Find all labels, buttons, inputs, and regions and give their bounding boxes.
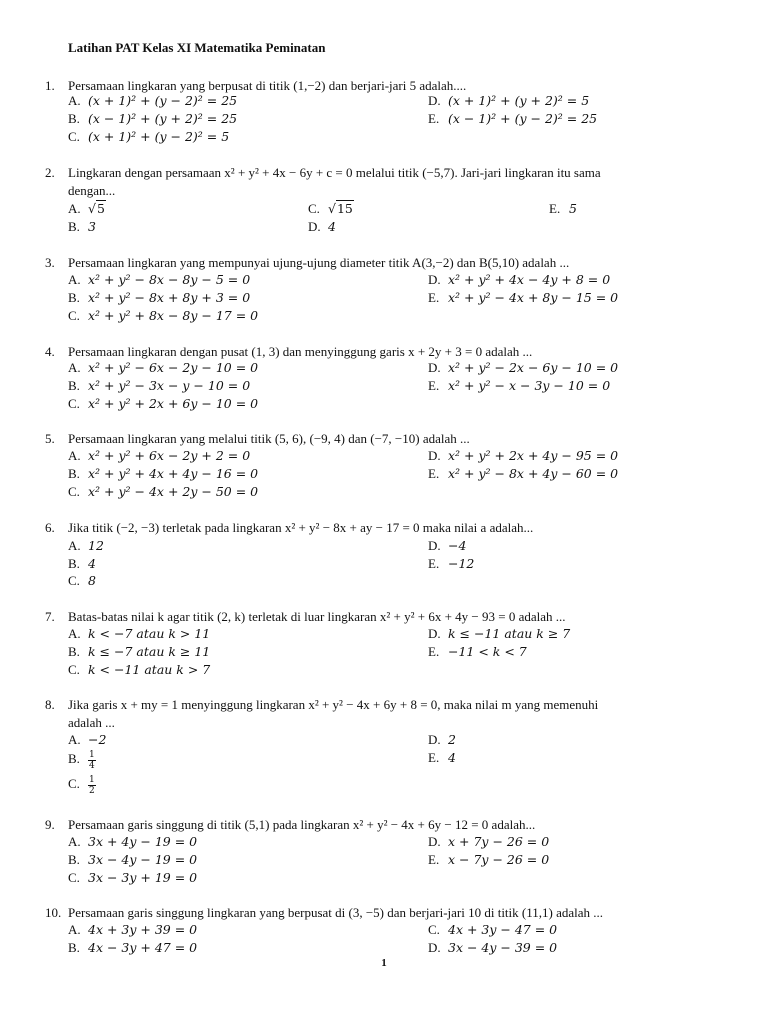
question-text: Persamaan lingkaran yang melalui titik (5, 6), (−9, 4) dan (−7, −10) adalah ... — [68, 431, 470, 446]
option-a[interactable]: A. √5 — [68, 201, 105, 216]
option-b[interactable]: B. (x − 1)² + (y + 2)² = 25 — [68, 111, 238, 126]
question-number: 5. — [45, 431, 55, 446]
question-text: Persamaan lingkaran yang berpusat di titik (1,−2) dan berjari-jari 5 adalah.... — [68, 78, 467, 93]
option-d[interactable]: D. k ≤ −11 atau k ≥ 7 — [428, 626, 571, 641]
question-text: Persamaan lingkaran dengan pusat (1, 3) dan menyinggung garis x + 2y + 3 = 0 adalah ... — [68, 344, 533, 359]
option-b[interactable]: B. x² + y² + 4x + 4y − 16 = 0 — [68, 466, 259, 481]
question-text: Batas-batas nilai k agar titik (2, k) terletak di luar lingkaran x² + y² + 6x + 4y − 93 = 0 adalah ... — [68, 609, 566, 624]
option-c[interactable]: C. $\frac{1}{2}$ — [68, 775, 95, 796]
fraction: $\frac{1}{2}$ — [89, 775, 95, 796]
option-b[interactable]: B. 3 — [68, 219, 96, 234]
option-d[interactable]: D. x + 7y − 26 = 0 — [428, 834, 550, 849]
option-b[interactable]: B. x² + y² − 8x + 8y + 3 = 0 — [68, 290, 251, 305]
sqrt-symbol: √15 — [328, 201, 353, 216]
option-a[interactable]: A. 12 — [68, 538, 104, 553]
question-10 — [45, 904, 735, 922]
option-d[interactable]: D. 2 — [428, 732, 456, 747]
option-c[interactable]: C. 8 — [68, 573, 96, 588]
question-number: 8. — [45, 697, 55, 712]
option-c[interactable]: C. k < −11 atau k > 7 — [68, 662, 211, 677]
question-text: Jika garis x + my = 1 menyinggung lingkaran x² + y² − 4x + 6y + 8 = 0, maka nilai m yang memenuhi — [68, 697, 599, 712]
option-b[interactable]: B. k ≤ −7 atau k ≥ 11 — [68, 644, 211, 659]
option-d[interactable]: D. −4 — [428, 538, 467, 553]
option-b[interactable]: B. 4x − 3y + 47 = 0 — [68, 940, 198, 955]
option-d[interactable]: D. x² + y² + 4x − 4y + 8 = 0 — [428, 272, 611, 287]
question-2 — [45, 164, 735, 200]
option-b[interactable]: B. 3x − 4y − 19 = 0 — [68, 852, 198, 867]
option-c[interactable]: C. 3x − 3y + 19 = 0 — [68, 870, 198, 885]
question-text: Persamaan garis singgung lingkaran yang berpusat di (3, −5) dan berjari-jari 10 di titik (11,1) adalah ... — [68, 905, 604, 920]
option-c[interactable]: C. √15 — [308, 201, 353, 216]
question-text: Jika titik (−2, −3) terletak pada lingkaran x² + y² − 8x + ay − 17 = 0 maka nilai a adalah... — [68, 520, 534, 535]
option-b[interactable]: B. $\frac{1}{4}$ — [68, 750, 95, 771]
question-number: 9. — [45, 817, 55, 832]
option-e[interactable]: E. 4 — [428, 750, 456, 765]
option-c[interactable]: C. 4x + 3y − 47 = 0 — [428, 922, 558, 937]
option-e[interactable]: E. x − 7y − 26 = 0 — [428, 852, 550, 867]
option-a[interactable]: A. x² + y² − 8x − 8y − 5 = 0 — [68, 272, 251, 287]
option-a[interactable]: A. k < −7 atau k > 11 — [68, 626, 211, 641]
question-number: 4. — [45, 344, 55, 359]
option-d[interactable]: D. (x + 1)² + (y + 2)² = 5 — [428, 93, 590, 108]
option-c[interactable]: C. x² + y² − 4x + 2y − 50 = 0 — [68, 484, 259, 499]
option-b[interactable]: B. x² + y² − 3x − y − 10 = 0 — [68, 378, 251, 393]
option-e[interactable]: E. x² + y² − 4x + 8y − 15 = 0 — [428, 290, 619, 305]
option-b[interactable]: B. 4 — [68, 556, 96, 571]
question-8 — [45, 696, 735, 732]
question-text: Persamaan lingkaran yang mempunyai ujung-ujung diameter titik A(3,−2) dan B(5,10) adalah ... — [68, 255, 570, 270]
option-d[interactable]: D. 3x − 4y − 39 = 0 — [428, 940, 558, 955]
question-text: Lingkaran dengan persamaan x² + y² + 4x − 6y + c = 0 melalui titik (−5,7). Jari-jari lingkaran itu sama — [68, 165, 601, 180]
question-text: Persamaan garis singgung di titik (5,1) pada lingkaran x² + y² − 4x + 6y − 12 = 0 adalah... — [68, 817, 536, 832]
option-d[interactable]: D. x² + y² − 2x − 6y − 10 = 0 — [428, 360, 619, 375]
option-e[interactable]: E. x² + y² − 8x + 4y − 60 = 0 — [428, 466, 619, 481]
option-c[interactable]: C. x² + y² + 8x − 8y − 17 = 0 — [68, 308, 259, 323]
option-e[interactable]: E. 5 — [549, 201, 577, 216]
question-number: 1. — [45, 78, 55, 93]
option-e[interactable]: E. (x − 1)² + (y − 2)² = 25 — [428, 111, 598, 126]
question-number: 7. — [45, 609, 55, 624]
option-e[interactable]: E. −12 — [428, 556, 475, 571]
question-text-cont: adalah ... — [68, 715, 115, 730]
question-3 — [45, 254, 735, 272]
question-number: 2. — [45, 165, 55, 180]
fraction: $\frac{1}{4}$ — [89, 750, 95, 771]
page-number: 1 — [381, 957, 387, 969]
question-9 — [45, 816, 735, 834]
option-c[interactable]: C. (x + 1)² + (y − 2)² = 5 — [68, 129, 230, 144]
option-a[interactable]: A. (x + 1)² + (y − 2)² = 25 — [68, 93, 238, 108]
option-a[interactable]: A. 3x + 4y − 19 = 0 — [68, 834, 198, 849]
option-e[interactable]: E. x² + y² − x − 3y − 10 = 0 — [428, 378, 611, 393]
question-5 — [45, 430, 735, 448]
sqrt-symbol: √5 — [88, 201, 105, 216]
question-text-cont: dengan... — [68, 183, 116, 198]
option-e[interactable]: E. −11 < k < 7 — [428, 644, 527, 659]
question-6 — [45, 519, 735, 537]
option-d[interactable]: D. x² + y² + 2x + 4y − 95 = 0 — [428, 448, 619, 463]
option-a[interactable]: A. 4x + 3y + 39 = 0 — [68, 922, 198, 937]
option-a[interactable]: A. x² + y² − 6x − 2y − 10 = 0 — [68, 360, 259, 375]
option-d[interactable]: D. 4 — [308, 219, 336, 234]
question-7 — [45, 608, 735, 626]
option-c[interactable]: C. x² + y² + 2x + 6y − 10 = 0 — [68, 396, 259, 411]
question-number: 10. — [45, 905, 62, 920]
option-a[interactable]: A. −2 — [68, 732, 107, 747]
option-a[interactable]: A. x² + y² + 6x − 2y + 2 = 0 — [68, 448, 251, 463]
question-number: 6. — [45, 520, 55, 535]
page-title: Latihan PAT Kelas XI Matematika Peminatan — [68, 40, 326, 55]
question-number: 3. — [45, 255, 55, 270]
